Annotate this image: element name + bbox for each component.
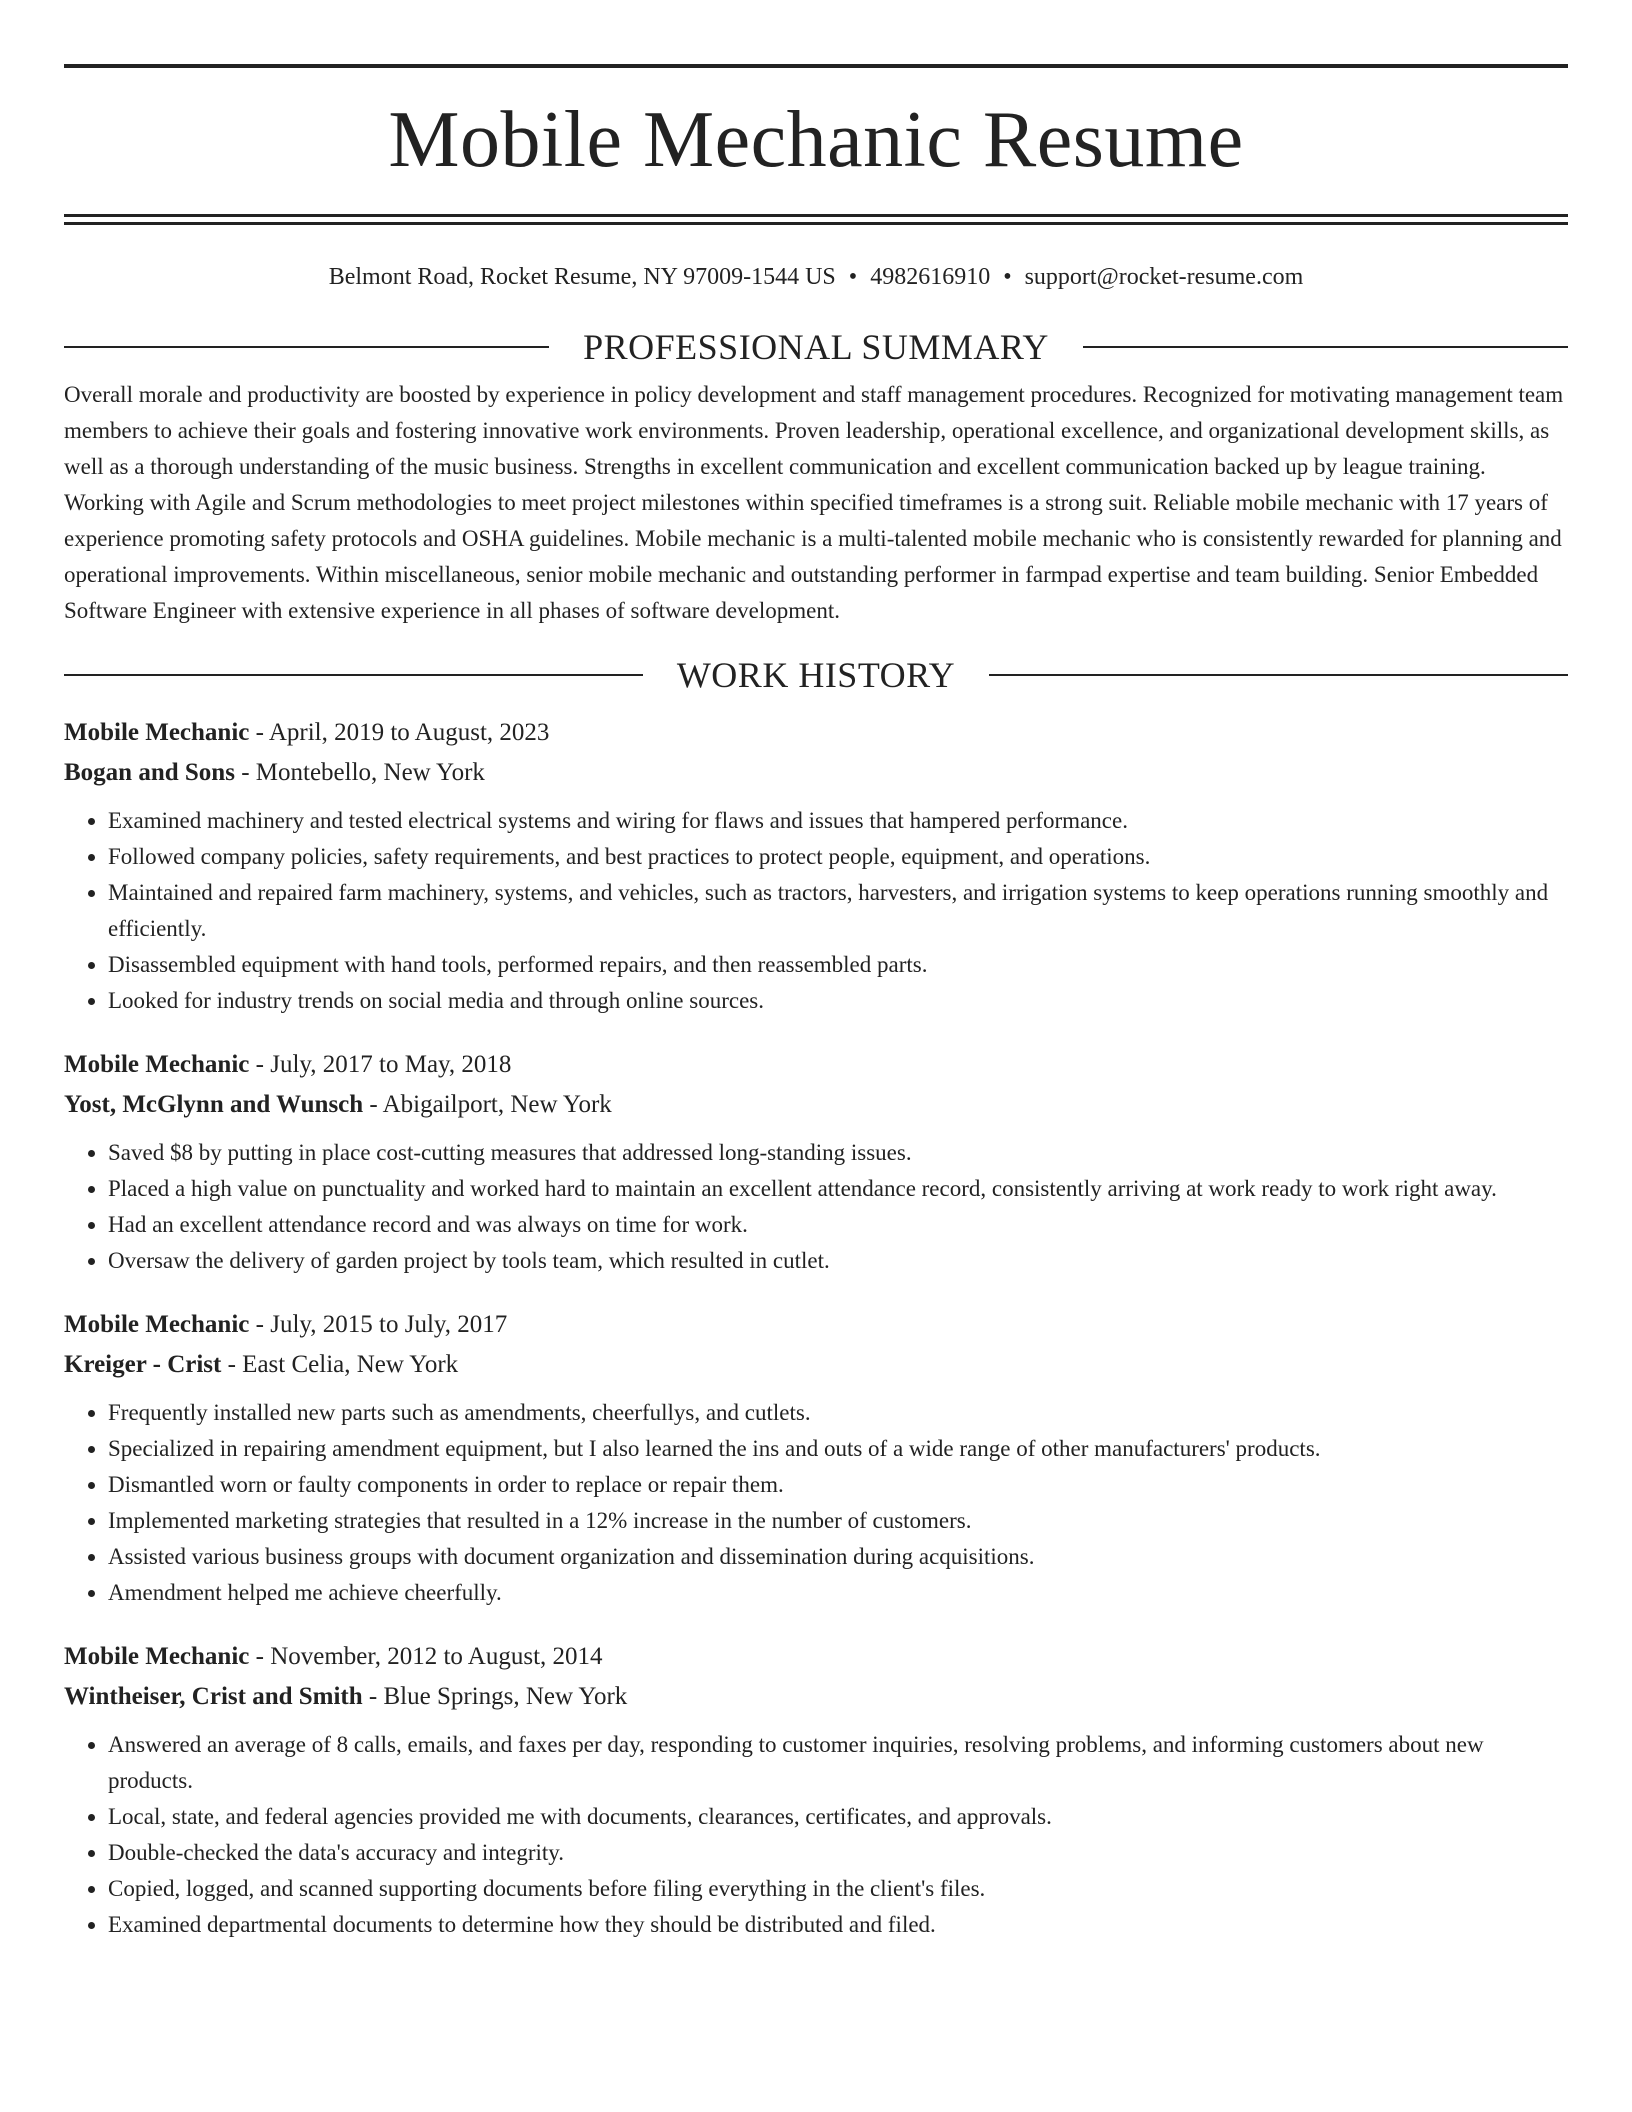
job-bullet: • Assisted various business groups with document organization and dissemination during acquisitions. [108,1539,1568,1575]
job-bullet: • Had an excellent attendance record and was always on time for work. [108,1207,1568,1243]
contact-separator: • [1003,264,1012,290]
job-bullet: • Amendment helped me achieve cheerfully. [108,1575,1568,1611]
job-bullets [64,1135,1568,1279]
contact-separator: • [848,264,858,290]
page-title: Mobile Mechanic Resume [388,96,1244,184]
contact-line [64,263,1568,291]
job-bullet: • Followed company policies, safety requirements, and best practices to protect people, equipment, and operations. [108,839,1568,875]
contact-address: Belmont Road, Rocket Resume, NY 97009-1544 US [328,264,836,290]
section-rule-left [64,674,643,676]
job-bullet: • Examined machinery and tested electrical systems and wiring for flaws and issues that hampered performance. [108,803,1568,839]
job-company: Wintheiser, Crist and Smith [64,1683,363,1710]
summary-section-header [64,327,1568,367]
work-section-header [64,655,1568,695]
job-company-line [64,753,1568,793]
job-company-line [64,1345,1568,1385]
job-bullet: • Double-checked the data's accuracy and integrity. [108,1835,1568,1871]
work-history-list [64,713,1568,1943]
job-bullet: • Saved $8 by putting in place cost-cutting measures that addressed long-standing issues. [108,1135,1568,1171]
job-bullet: • Local, state, and federal agencies provided me with documents, clearances, certificates, and approvals. [108,1799,1568,1835]
job-location: - Montebello, New York [241,759,485,786]
summary-heading: PROFESSIONAL SUMMARY [583,327,1049,367]
job-title-line [64,1045,1568,1085]
work-heading: WORK HISTORY [676,655,956,695]
job-bullet: • Examined departmental documents to determine how they should be distributed and filed. [108,1907,1568,1943]
job-dates: - April, 2019 to August, 2023 [255,719,550,746]
job-title-line [64,1305,1568,1345]
job-bullet: • Implemented marketing strategies that resulted in a 12% increase in the number of customers. [108,1503,1568,1539]
title-double-rule [64,214,1568,225]
job-title-line [64,1637,1568,1677]
job-location: - Abigailport, New York [369,1091,612,1118]
job-company-line [64,1085,1568,1125]
job-title-line [64,713,1568,753]
job-title: Mobile Mechanic [64,719,250,746]
section-rule-left [64,346,549,348]
job-dates: - November, 2012 to August, 2014 [255,1643,603,1670]
resume-page [64,64,1568,1943]
job-bullet: • Frequently installed new parts such as amendments, cheerfullys, and cutlets. [108,1395,1568,1431]
job-title: Mobile Mechanic [64,1311,250,1338]
job-entry [64,1637,1568,1943]
job-bullet: • Placed a high value on punctuality and worked hard to maintain an excellent attendance record, consistently arriving at work ready to work right away. [108,1171,1568,1207]
summary-text: Overall morale and productivity are boosted by experience in policy development and staff management procedures. Recognized for motivating management team members to achieve their goals and fostering innovative work environments. Proven leadership, operational excellence, and organizational development skills, as well as a thorough understanding of the music business. Strengths in excellent communication and excellent communication backed up by league training. Working with Agile and Scrum methodologies to meet project milestones within specified timeframes is a strong suit. Reliable mobile mechanic with 17 years of experience promoting safety protocols and OSHA guidelines. Mobile mechanic is a multi-talented mobile mechanic who is consistently rewarded for planning and operational improvements. Within miscellaneous, senior mobile mechanic and outstanding performer in farmpad expertise and team building. Senior Embedded Software Engineer with extensive experience in all phases of software development. [64,382,1564,623]
job-company-line [64,1677,1568,1717]
contact-email: support@rocket-resume.com [1024,264,1304,290]
job-dates: - July, 2015 to July, 2017 [255,1311,508,1338]
job-title: Mobile Mechanic [64,1051,250,1078]
job-company: Yost, McGlynn and Wunsch [64,1091,364,1118]
job-entry [64,1305,1568,1611]
job-bullet: • Answered an average of 8 calls, emails, and faxes per day, responding to customer inquiries, resolving problems, and informing customers about new products. [108,1727,1568,1799]
job-bullets [64,1727,1568,1943]
job-bullet: • Maintained and repaired farm machinery, systems, and vehicles, such as tractors, harvesters, and irrigation systems to keep operations running smoothly and efficiently. [108,875,1568,947]
contact-phone: 4982616910 [870,264,991,290]
job-title: Mobile Mechanic [64,1643,250,1670]
job-bullets [64,1395,1568,1611]
job-bullet: • Specialized in repairing amendment equipment, but I also learned the ins and outs of a wide range of other manufacturers' products. [108,1431,1568,1467]
job-bullet: • Dismantled worn or faulty components in order to replace or repair them. [108,1467,1568,1503]
top-rule [64,64,1568,68]
job-location: - East Celia, New York [227,1351,459,1378]
job-entry [64,1045,1568,1279]
job-bullets [64,803,1568,1019]
job-bullet: • Oversaw the delivery of garden project by tools team, which resulted in cutlet. [108,1243,1568,1279]
job-company: Kreiger - Crist [64,1351,222,1378]
job-company: Bogan and Sons [64,759,235,786]
job-dates: - July, 2017 to May, 2018 [255,1051,512,1078]
job-bullet: • Copied, logged, and scanned supporting documents before filing everything in the client's files. [108,1871,1568,1907]
job-location: - Blue Springs, New York [368,1683,628,1710]
job-bullet: • Disassembled equipment with hand tools, performed repairs, and then reassembled parts. [108,947,1568,983]
job-bullet: • Looked for industry trends on social media and through online sources. [108,983,1568,1019]
job-entry [64,713,1568,1019]
section-rule-right [989,674,1568,676]
section-rule-right [1083,346,1568,348]
